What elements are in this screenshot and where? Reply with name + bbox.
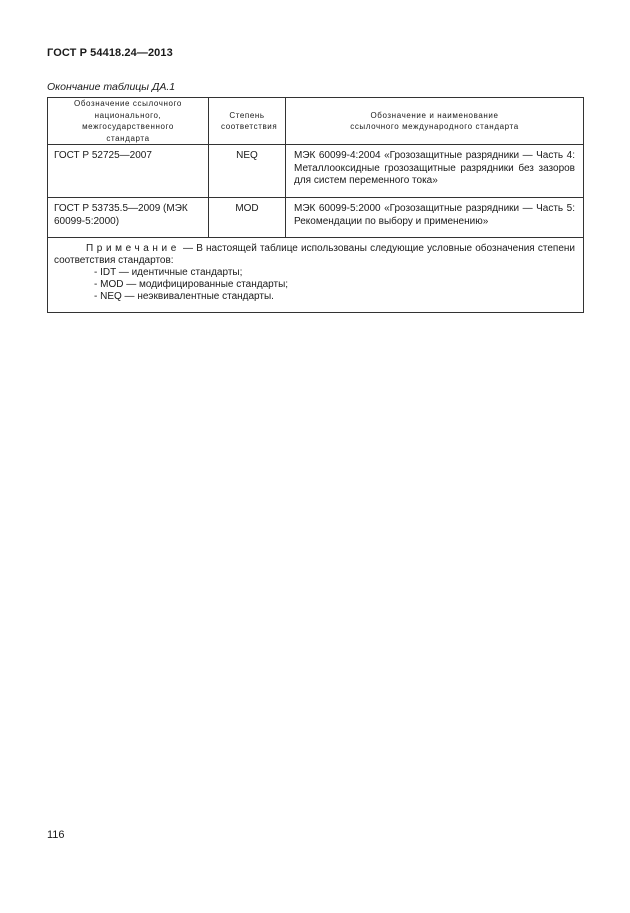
- note-list-item: - NEQ — неэквивалентные стандарты.: [94, 291, 274, 302]
- degree-of-conformity-cell: NEQ: [209, 145, 286, 198]
- international-standard-cell: МЭК 60099-5:2000 «Грозозащитные разрядники — Часть 5: Рекомендации по выбору и применению»: [286, 198, 584, 238]
- national-standard-cell: ГОСТ Р 53735.5—2009 (МЭК 60099-5:2000): [48, 198, 209, 238]
- table-note: [48, 238, 584, 313]
- national-standard-cell: ГОСТ Р 52725—2007: [48, 145, 209, 198]
- column-header-degree-of-conformity: Степень соответствия: [209, 98, 286, 145]
- note-label: Примечание: [86, 243, 180, 254]
- reference-standards-table: [47, 97, 584, 313]
- international-standard-cell: МЭК 60099-4:2004 «Грозозащитные разрядники — Часть 4: Металлооксидные грозозащитные разрядники без зазоров для систем переменного тока»: [286, 145, 584, 198]
- table-note-row: [48, 238, 584, 313]
- page-number: 116: [47, 829, 65, 841]
- note-intro: [54, 243, 575, 267]
- table-header-row: [48, 98, 584, 145]
- note-list-item: - MOD — модифицированные стандарты;: [94, 279, 289, 290]
- document-header: ГОСТ Р 54418.24—2013: [47, 47, 173, 59]
- note-list-item: - IDT — идентичные стандарты;: [94, 267, 243, 278]
- column-header-national-standard: Обозначение ссылочного национального, межгосударственного стандарта: [48, 98, 209, 145]
- column-header-international-standard: Обозначение и наименование ссылочного международного стандарта: [286, 98, 584, 145]
- note-text: — В настоящей таблице использованы следующие условные обозначения степени соответствия стандартов:: [54, 243, 575, 266]
- table-row: [48, 198, 584, 238]
- table-row: [48, 145, 584, 198]
- degree-of-conformity-cell: MOD: [209, 198, 286, 238]
- table-caption: Окончание таблицы ДА.1: [47, 81, 176, 93]
